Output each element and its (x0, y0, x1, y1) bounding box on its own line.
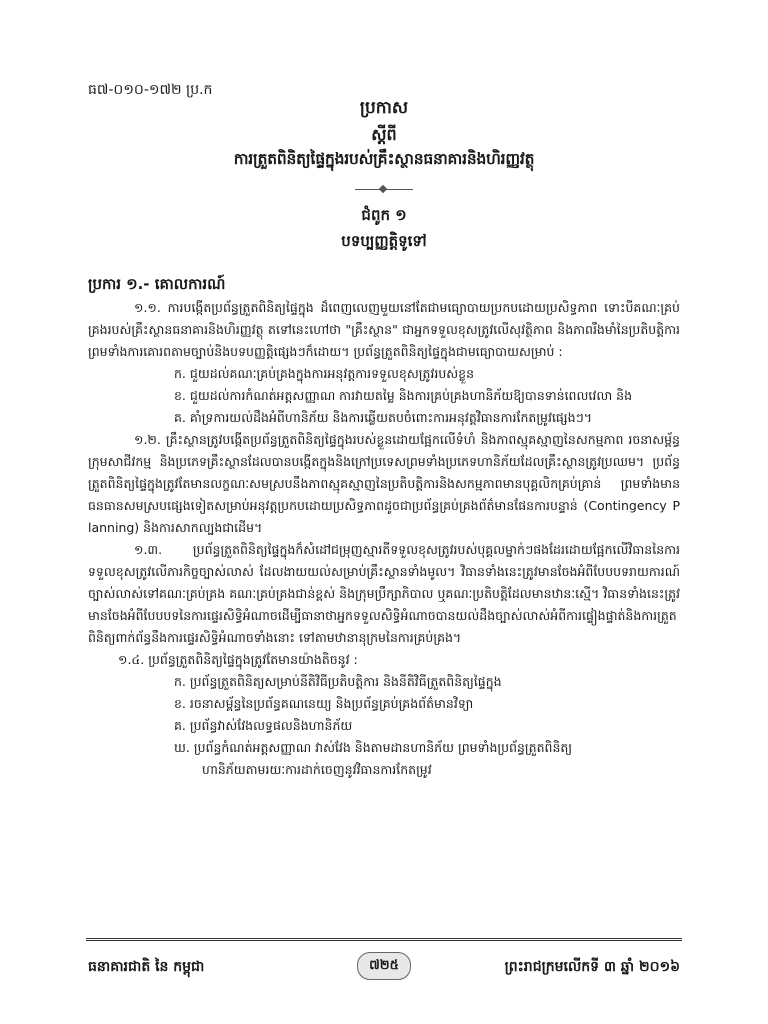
proclamation-title: ប្រកាស (359, 98, 409, 118)
chapter-number: ជំពូក ១ (361, 206, 407, 224)
list-item: ក. ជួយដល់គណៈគ្រប់គ្រងក្នុងការអនុវត្តការទទួលខុសត្រូវរបស់ខ្លួន (174, 366, 475, 381)
paragraph-1-1: ១.១. ការបង្កើតប្រព័ន្ធត្រួតពិនិត្យផ្ទៃក្នុង ដ៏ពេញលេញមួយនៅតែជាមធ្យោបាយប្រកបដោយប្រសិទ្ធភាព ទោះបីគណៈគ្រប់គ្រងរបស់គ្រឹះស្ថានធនាគារនិងហិរញ្ញវត្ថុ តទៅនេះហៅថា "គ្រឹះស្ថាន" ជាអ្នកទទួលខុសត្រូវលើសុវត្ថិភាព និងភាពរឹងមាំនៃប្រតិបត្តិការ ព្រមទាំងការគោរពតាមច្បាប់និងបទបញ្ញត្តិផ្សេងៗក៏ដោយ។ ប្រព័ន្ធត្រួតពិនិត្យផ្ទៃក្នុងជាមធ្យោបាយសម្រាប់ : (88, 300, 680, 359)
footer-edition: ព្រះរាជក្រមលើកទី ៣ ឆ្នាំ ២០១៦ (504, 959, 680, 975)
paragraph-1-2: ១.២. គ្រឹះស្ថានត្រូវបង្កើតប្រព័ន្ធត្រួតពិនិត្យផ្ទៃក្នុងរបស់ខ្លួនដោយផ្អែកលើទំហំ និងភាពស្មុគស្មាញនៃសកម្មភាព រចនាសម្ព័ន្ធក្រុមសាជីវកម្ម និងប្រភេទគ្រឹះស្ថានដែលបានបង្កើតក្នុងនិងក្រៅប្រទេសព្រមទាំងប្រភេទហានិភ័យដែលគ្រឹះស្ថានត្រូវប្រឈម។ ប្រព័ន្ធត្រួតពិនិត្យផ្ទៃក្នុងត្រូវតែមានលក្ខណៈសមស្របនឹងភាពស្មុគស្មាញនៃប្រតិបត្តិការនិងសកម្មភាពមានបុគ្គលិកគ្រប់គ្រាន់ ព្រមទាំងមានធនធានសមស្របផ្សេងទៀតសម្រាប់អនុវត្តប្រកបដោយប្រសិទ្ធភាពដូចជាប្រព័ន្ធគ្រប់គ្រងព័ត៌មានផែនការបន្ទាន់ (Contingency P lanning) និងការសាកល្បងជាដើម។ (88, 432, 680, 535)
proclamation-subtitle: ស្តីពី (371, 125, 397, 144)
article-heading: ប្រការ ១.- គោលការណ៍ (88, 275, 226, 293)
divider-ornament-icon (355, 189, 413, 191)
list-item: ខ. រចនាសម្ព័ន្ធនៃប្រព័ន្ធគណនេយ្យ និងប្រព័ន្ធគ្រប់គ្រងព័ត៌មានវិទ្យា (174, 696, 474, 711)
chapter-title: បទប្បញ្ញត្តិទូទៅ (341, 232, 427, 250)
page-number: ៧២៥ (357, 952, 411, 980)
list-item: គ. គាំទ្រការយល់ដឹងអំពីហានិភ័យ និងការឆ្លើយតបចំពោះការអនុវត្តវិធានការកែតម្រូវផ្សេងៗ។ (174, 410, 592, 425)
footer-publisher: ធនាគារជាតិ នៃ កម្ពុជា (88, 959, 205, 975)
document-reference: ធ៧-០១០-១៧២ ប្រ.ក (88, 82, 213, 98)
article-body (88, 297, 680, 781)
list-item: ខ. ជួយដល់ការកំណត់អត្តសញ្ញាណ ការវាយតម្លៃ និងការគ្រប់គ្រងហានិភ័យឱ្យបានទាន់ពេលវេលា និង (174, 388, 633, 403)
list-item-continuation: ហានិភ័យតាមរយៈការដាក់ចេញនូវវិធានការកែតម្រូវ (202, 762, 432, 777)
list-item: ក. ប្រព័ន្ធត្រួតពិនិត្យសម្រាប់នីតិវិធីប្រតិបត្តិការ និងនីតិវិធីត្រួតពិនិត្យផ្ទៃក្នុង (174, 674, 502, 689)
list-item-text: ឃ. ប្រព័ន្ធកំណត់អត្តសញ្ញាណ វាស់វែង និងតាមដានហានិភ័យ ព្រមទាំងប្រព័ន្ធត្រួតពិនិត្យ (174, 740, 573, 755)
list-item (88, 737, 680, 781)
paragraph-1-4: ១.៤. ប្រព័ន្ធត្រួតពិនិត្យផ្ទៃក្នុងត្រូវតែមានយ៉ាងតិចនូវ : (118, 652, 358, 667)
proclamation-topic: ការត្រួតពិនិត្យផ្ទៃក្នុងរបស់គ្រឹះស្ថានធនាគារនិងហិរញ្ញវត្ថុ (233, 150, 535, 168)
paragraph-1-3: ១.៣. ប្រព័ន្ធត្រួតពិនិត្យផ្ទៃក្នុងក៏សំដៅជម្រុញស្មារតីទទួលខុសត្រូវរបស់បុគ្គលម្នាក់ៗផងដែរដោយផ្អែកលើវិធាននៃការទទួលខុសត្រូវលើភារកិច្ចច្បាស់លាស់ ដែលងាយយល់សម្រាប់គ្រឹះស្ថានទាំងមូល។ វិធានទាំងនេះត្រូវមានចែងអំពីបែបបទរាយការណ៍ច្បាស់លាស់ទៅគណៈគ្រប់គ្រង គណៈគ្រប់គ្រងជាន់ខ្ពស់ និងក្រុមប្រឹក្សាភិបាល ឬគណៈប្រតិបត្តិដែលមានឋានៈស្មើ។ វិធានទាំងនេះត្រូវមានចែងអំពីបែបបទនៃការផ្ទេរសិទ្ធិអំណាចដើម្បីធានាថាអ្នកទទួលសិទ្ធិអំណាចបានយល់ដឹងច្បាស់លាស់អំពីការផ្ទៀងផ្ទាត់និងការត្រួតពិនិត្យពាក់ព័ន្ធនឹងការផ្ទេរសិទ្ធិអំណាចទាំងនោះ ទៅតាមឋានានុក្រមនៃការគ្រប់គ្រង។ (88, 542, 680, 645)
list-item: គ. ប្រព័ន្ធវាស់វែងលទ្ធផលនិងហានិភ័យ (174, 718, 353, 733)
footer-divider (86, 938, 682, 941)
